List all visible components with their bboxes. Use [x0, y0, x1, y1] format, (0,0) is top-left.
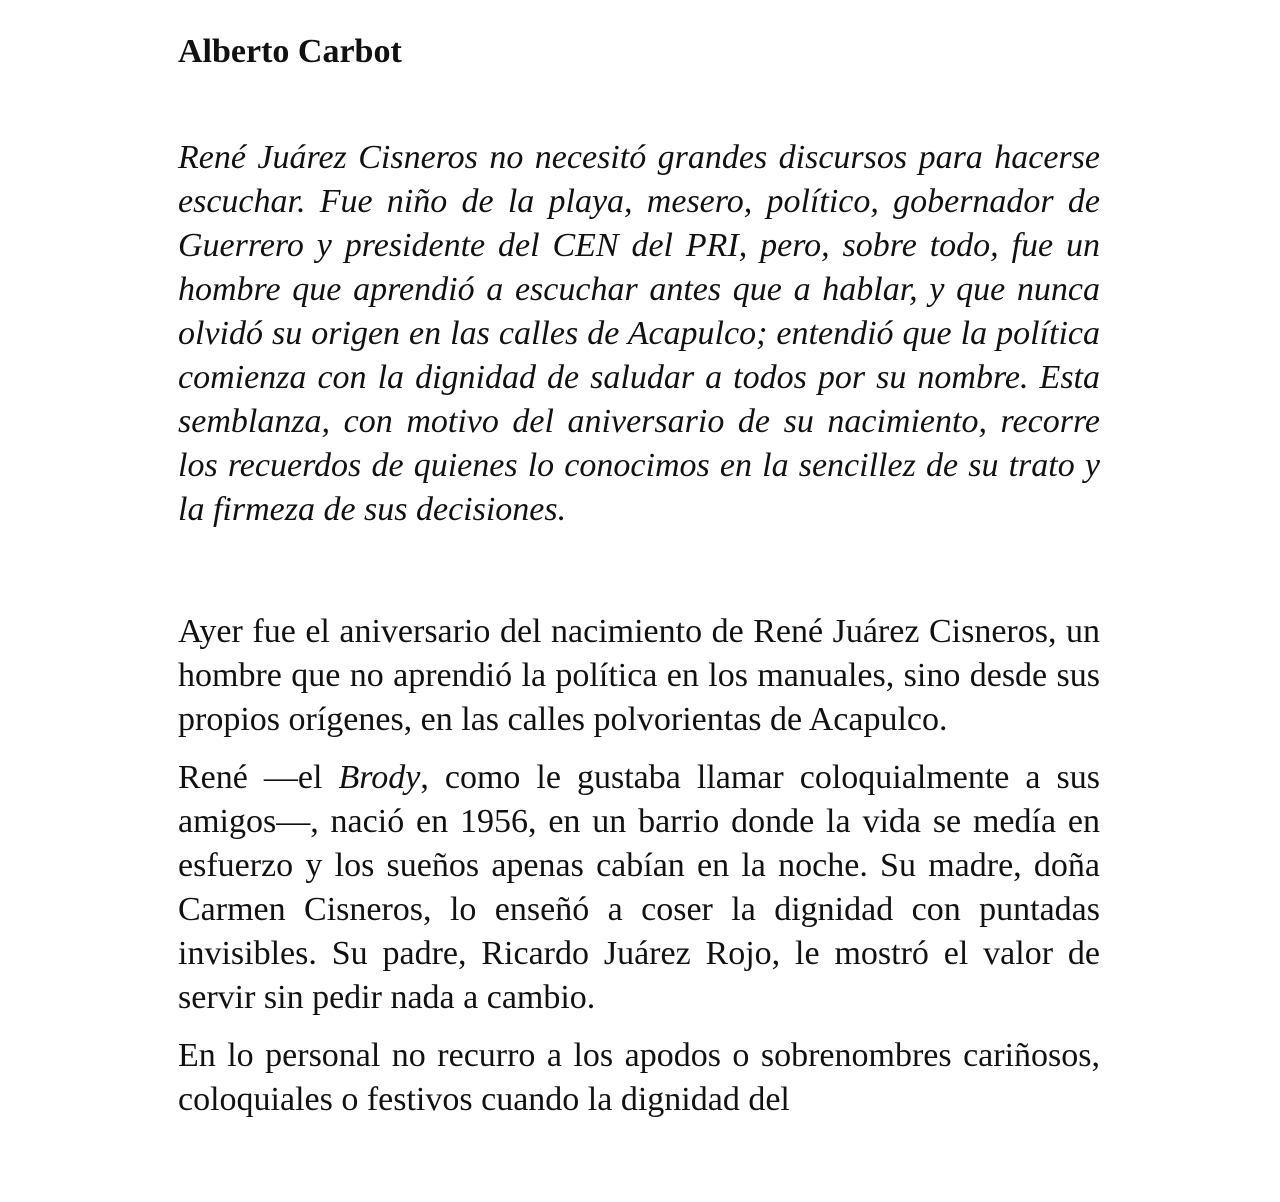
paragraph-2-lead: René —el [178, 759, 339, 796]
nickname-italic: Brody [338, 759, 421, 796]
article-body [178, 610, 1100, 1122]
body-paragraph-2 [178, 756, 1100, 1020]
author-name: Alberto Carbot [178, 33, 402, 70]
abstract-paragraph: René Juárez Cisneros no necesitó grandes discursos para hacerse escuchar. Fue niño de la playa, mesero, político, gobernador de Guerrero y presidente del CEN del PRI, pero, sobre todo, fue un hombre que aprendió a escuchar antes que a hablar, y que nunca olvidó su origen en las calles de Acapulco; entendió que la política comienza con la dignidad de saludar a todos por su nombre. Esta semblanza, con motivo del aniversario de su nacimiento, recorre los recuerdos de quienes lo conocimos en la sencillez de su trato y la firmeza de sus decisiones. [178, 139, 1100, 528]
body-paragraph-1: Ayer fue el aniversario del nacimiento de René Juárez Cisneros, un hombre que no aprendió la política en los manuales, sino desde sus propios orígenes, en las calles polvorientas de Acapulco. [178, 613, 1100, 738]
body-paragraph-3: En lo personal no recurro a los apodos o sobrenombres cariñosos, coloquiales o festivos cuando la dignidad del [178, 1037, 1100, 1118]
document-page [178, 0, 1100, 1136]
paragraph-2-rest: , como le gustaba llamar coloquialmente a sus amigos—, nació en 1956, en un barrio donde la vida se medía en esfuerzo y los sueños apenas cabían en la noche. Su madre, doña Carmen Cisneros, lo enseñó a coser la dignidad con puntadas invisibles. Su padre, Ricardo Juárez Rojo, le mostró el valor de servir sin pedir nada a cambio. [178, 759, 1100, 1016]
